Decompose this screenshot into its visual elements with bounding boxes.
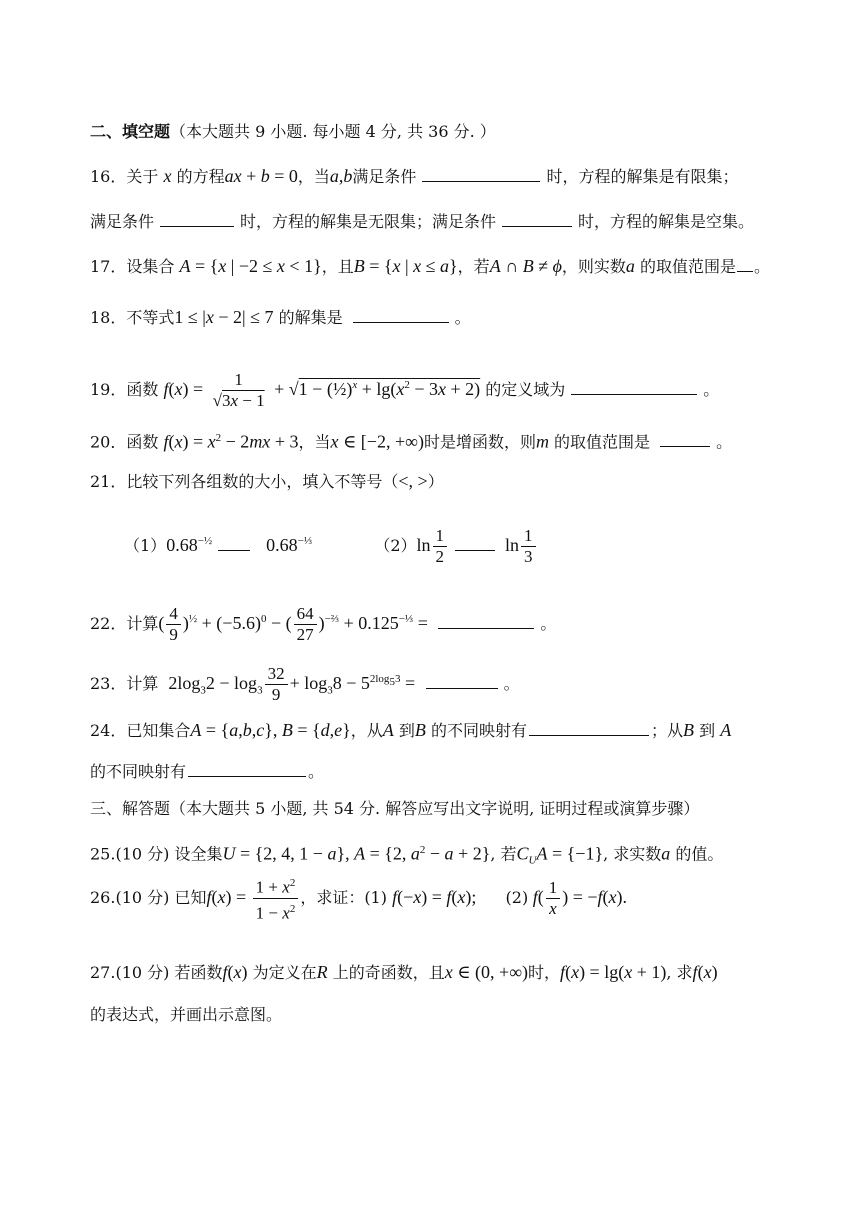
question-text: 时，方程的解集是空集。: [578, 212, 755, 231]
question-text: (2): [505, 888, 529, 907]
question-text: 时是增函数，则: [423, 432, 536, 452]
question-text: ，且: [321, 257, 354, 276]
question-number: 16．: [90, 167, 127, 186]
question-16-line-2: [90, 208, 800, 234]
question-text: 的不同映射有: [430, 721, 527, 740]
question-score: (10 分): [115, 888, 170, 907]
question-text: ，求证：(1): [300, 888, 387, 907]
question-number: 19．: [90, 380, 127, 399]
question-text: 已知集合: [126, 721, 191, 740]
question-text: 时，方程的解集是有限集；: [546, 167, 739, 186]
answer-blank[interactable]: [502, 208, 572, 227]
question-number: 25.: [90, 844, 116, 864]
section-2-header: [90, 120, 800, 144]
question-24-line-1: 24．已知集合A = {a,b,c}, B = {d,e}，从A 到B 的不同映射有 ；从B 到 A: [90, 717, 800, 743]
question-text: 比较下列各组数的大小，填入不等号（: [126, 472, 399, 491]
question-17: 17．设集合 A = {x | −2 ≤ x < 1}，且B = {x | x ≤ a}，若A ∩ B ≠ ϕ，则实数a 的取值范围是 。: [90, 253, 800, 279]
question-21-parts: $(1)0.68^{-\frac{1}{2}}$ $0.68^{-\frac{1}{3}}$ （2）ln $\frac{1}{2}$ ln $\frac{1}{3}$: [124, 518, 800, 564]
question-score: (10 分): [115, 844, 170, 864]
part-label: （2）: [374, 536, 417, 555]
answer-blank[interactable]: [660, 428, 710, 447]
question-number: 21．: [90, 472, 127, 491]
answer-blank[interactable]: [218, 532, 250, 551]
question-text: 的方程: [176, 167, 225, 186]
section-3-title: 三、解答题（本大题共 5 小题, 共 54 分. 解答应写出文字说明, 证明过程或演算步骤）: [90, 799, 700, 818]
question-text: 的解集是: [278, 308, 343, 327]
question-text: 为定义在: [252, 963, 317, 982]
question-number: 23．: [90, 674, 127, 693]
question-text: 关于: [126, 167, 159, 186]
fraction: $\frac{1}{2}$: [433, 526, 448, 567]
question-text: 若函数: [174, 963, 223, 982]
answer-blank[interactable]: [422, 163, 540, 182]
question-text: ，当: [297, 167, 330, 186]
answer-blank[interactable]: [353, 304, 449, 323]
question-27-line-1: 27.(10 分) 若函数f(x) 为定义在R 上的奇函数，且x ∈ (0, +∞)时，f(x) = lg(x + 1), 求f(x): [90, 962, 718, 982]
fraction: $\frac{1}{3}$: [521, 526, 536, 567]
question-text: 函数: [126, 380, 159, 399]
question-number: 20．: [90, 432, 127, 452]
question-text: 。: [754, 257, 771, 276]
question-score: (10 分): [115, 963, 170, 982]
question-text: 不等式: [126, 308, 175, 327]
answer-blank[interactable]: [737, 253, 753, 272]
question-text: 的定义域为: [485, 380, 566, 399]
part-label: （1）: [124, 536, 167, 555]
question-text: 时，方程的解集是无限集；满足条件: [240, 212, 497, 231]
question-text: 满足条件: [352, 167, 417, 186]
question-text: 计算: [126, 614, 159, 633]
answer-blank[interactable]: [438, 610, 534, 629]
question-text: , 求实数: [603, 844, 662, 864]
question-number: 24．: [90, 721, 127, 740]
fraction: $\frac{1 + x^2}{1 - x^2}$: [253, 873, 299, 923]
question-21: 21．比较下列各组数的大小，填入不等号（<, >）: [90, 471, 444, 491]
fraction: $\frac{64}{27}$: [294, 604, 317, 645]
question-text: ；从: [651, 721, 684, 740]
fraction: $\frac{1}{x}$: [546, 878, 561, 919]
question-24-line-2: [90, 758, 800, 784]
question-18: 18．不等式1 ≤ |x − 2| ≤ 7 的解集是 。: [90, 304, 800, 330]
question-number: 17．: [90, 257, 127, 276]
question-text: 。: [454, 308, 471, 327]
question-number: 27.: [90, 963, 116, 982]
question-text: 函数: [126, 432, 159, 452]
question-text: ，则实数: [561, 257, 626, 276]
question-text: 已知: [174, 888, 207, 907]
answer-blank[interactable]: [529, 717, 649, 736]
question-text: 到: [398, 721, 415, 740]
question-text: 。: [703, 380, 720, 399]
question-23: 23．计算 $2\log_32 - \log_3$ $\frac{32}{9}$ + $\log_38 - 5^{2log_53}$ = 。: [90, 664, 520, 704]
question-22: 22．计算( $\frac{4}{9}$ )$^{\frac{1}{2}} + (-5.6)^0$ − ( $\frac{64}{27}$ )$^{-\frac{2}{3}} + 0.125^{-\frac{1}{3}}$ = 。: [90, 604, 557, 644]
question-text: 。: [540, 614, 557, 633]
question-19: 19．函数 f(x) = $\frac{1}{√3x - 1}$ + √1 − (½)$^x$ + $\lg(x^2 - 3x + 2)$ 的定义域为 。: [90, 370, 720, 410]
question-text: ，当: [298, 432, 331, 452]
answer-blank[interactable]: [571, 376, 697, 395]
section-2-note: （本大题共 9 小题. 每小题 4 分, 共 36 分. ）: [170, 122, 496, 141]
question-number: 22．: [90, 614, 127, 633]
question-text: , 求: [666, 963, 693, 982]
answer-blank[interactable]: [188, 758, 306, 777]
question-text: 时，: [528, 963, 561, 982]
question-text: 的不同映射有: [90, 762, 187, 781]
question-text: ，若: [457, 257, 490, 276]
fraction: $\frac{4}{9}$: [166, 604, 181, 645]
question-25: 25.(10 分) 设全集U = {2, 4, 1 − a}, A = {2, $a^2 - a + 2$}, 若$C_UA = \{-1\}$, 求实数a 的值。: [90, 843, 724, 867]
question-text: ，从: [350, 721, 383, 740]
answer-blank[interactable]: [455, 532, 495, 551]
section-2-title: 二、填空题: [90, 122, 171, 141]
question-text: 设集合: [126, 257, 175, 276]
question-text: 的取值范围是: [640, 257, 737, 276]
question-number: 26.: [90, 888, 116, 907]
answer-blank[interactable]: [426, 670, 498, 689]
question-text: 满足条件: [90, 212, 155, 231]
question-16-line-1: 16．关于 x 的方程ax + b = 0，当a,b满足条件 时，方程的解集是有限集；: [90, 163, 800, 189]
question-20: 20．函数 $f(x) = x^2 - 2mx + 3$，当x ∈ [−2, +∞)时是增函数，则m 的取值范围是 。: [90, 426, 800, 454]
question-text: ）: [427, 472, 444, 491]
question-27-line-2: [90, 1003, 800, 1027]
answer-blank[interactable]: [160, 208, 234, 227]
question-text: 的表达式，并画出示意图。: [90, 1005, 283, 1024]
fraction: $\frac{1}{√3x - 1}$: [212, 370, 265, 410]
section-3-header: [90, 797, 800, 821]
question-text: 计算: [126, 674, 159, 693]
question-26: 26.(10 分) 已知f(x) = $\frac{1 + x^2}{1 - x^2}$ ，求证：(1) f(−x) = f(x); (2) f( $\frac{1}{x}$ ) = −f(x).: [90, 872, 800, 922]
question-text: 的取值范围是: [554, 432, 651, 452]
question-text: 的值。: [675, 844, 724, 864]
question-number: 18．: [90, 308, 127, 327]
question-text: 上的奇函数，且: [332, 963, 445, 982]
question-text: 设全集: [174, 844, 223, 864]
fraction: $\frac{32}{9}$: [265, 664, 288, 705]
question-text: 。: [503, 674, 520, 693]
question-text: , 若: [490, 844, 517, 864]
question-text: 。: [308, 762, 325, 781]
question-text: 。: [716, 432, 733, 452]
question-text: 到: [699, 721, 716, 740]
